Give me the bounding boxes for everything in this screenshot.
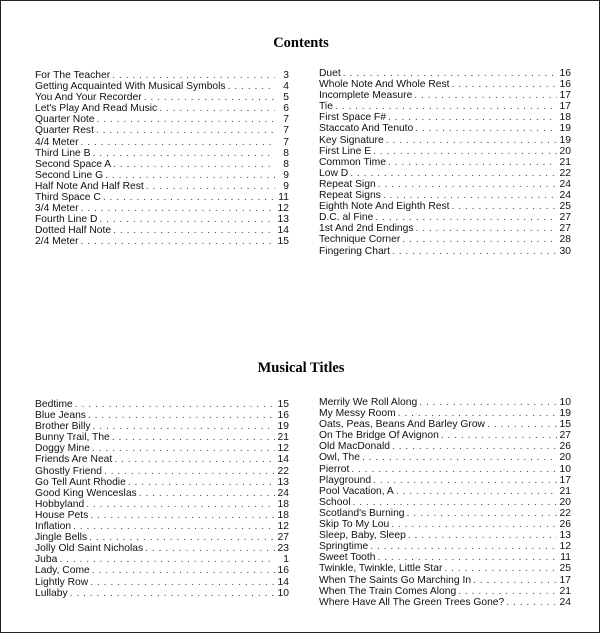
dot-leader bbox=[90, 510, 275, 521]
entry-title: Second Line G bbox=[35, 169, 104, 181]
dot-leader bbox=[92, 443, 275, 454]
entry-title: Owl, The bbox=[319, 452, 361, 464]
toc-entry bbox=[319, 190, 571, 201]
entry-page-number: 10 bbox=[559, 463, 571, 475]
entry-page-number: 15 bbox=[277, 236, 289, 248]
toc-entry bbox=[319, 223, 571, 234]
dot-leader bbox=[396, 486, 557, 497]
entry-title: For The Teacher bbox=[35, 70, 111, 81]
entry-page-number: 24 bbox=[559, 596, 571, 608]
dot-leader bbox=[104, 466, 275, 477]
dot-leader bbox=[373, 475, 557, 486]
entry-page-number: 28 bbox=[559, 234, 571, 246]
entry-title: Third Line B bbox=[35, 147, 91, 159]
entry-page-number: 3 bbox=[283, 70, 289, 81]
entry-page-number: 22 bbox=[277, 465, 289, 477]
dot-leader bbox=[81, 203, 276, 214]
entry-title: Technique Corner bbox=[319, 234, 401, 246]
entry-title: Repeat Signs bbox=[319, 190, 381, 202]
entry-page-number: 5 bbox=[283, 92, 289, 104]
toc-entry bbox=[35, 92, 289, 103]
dot-leader bbox=[81, 137, 276, 148]
entry-title: Juba bbox=[35, 554, 58, 566]
toc-entry bbox=[35, 521, 289, 532]
toc-entry bbox=[319, 101, 571, 112]
toc-entry bbox=[319, 530, 571, 541]
entry-page-number: 7 bbox=[283, 125, 289, 137]
dot-leader bbox=[89, 532, 275, 543]
dot-leader bbox=[388, 112, 557, 123]
entry-title: 2/4 Meter bbox=[35, 236, 79, 248]
entry-title: Pool Vacation, A bbox=[319, 485, 394, 497]
musical-titles-heading: Musical Titles bbox=[257, 360, 345, 376]
entry-title: Jolly Old Saint Nicholas bbox=[35, 543, 144, 555]
toc-entry bbox=[319, 68, 571, 79]
dot-leader bbox=[378, 179, 557, 190]
entry-title: 3/4 Meter bbox=[35, 203, 79, 215]
entry-title: Duet bbox=[319, 68, 341, 79]
dot-leader bbox=[59, 554, 275, 565]
entry-title: Doggy Mine bbox=[35, 443, 90, 455]
entry-page-number: 12 bbox=[559, 541, 571, 553]
toc-entry bbox=[35, 532, 289, 543]
toc-entry bbox=[319, 201, 571, 212]
toc-entry bbox=[319, 79, 571, 90]
entry-page-number: 11 bbox=[560, 552, 571, 564]
entry-title: Hobbyland bbox=[35, 498, 85, 510]
entry-page-number: 27 bbox=[559, 212, 571, 224]
entry-title: School bbox=[319, 496, 351, 508]
dot-leader bbox=[444, 563, 557, 574]
dot-leader bbox=[86, 499, 275, 510]
toc-entry bbox=[35, 203, 289, 214]
entry-page-number: 17 bbox=[559, 90, 571, 102]
entry-page-number: 14 bbox=[277, 576, 289, 588]
entry-title: D.C. al Fine bbox=[319, 212, 374, 224]
entry-title: Go Tell Aunt Rhodie bbox=[35, 476, 126, 488]
entry-page-number: 20 bbox=[559, 496, 571, 508]
entry-title: Let's Play And Read Music bbox=[35, 103, 158, 115]
toc-entry bbox=[35, 236, 289, 247]
entry-page-number: 26 bbox=[559, 441, 571, 453]
toc-entry bbox=[319, 452, 571, 463]
entry-page-number: 9 bbox=[283, 180, 289, 192]
toc-entry bbox=[35, 181, 289, 192]
entry-page-number: 16 bbox=[277, 565, 289, 577]
entry-title: Blue Jeans bbox=[35, 410, 86, 422]
toc-entry bbox=[319, 552, 571, 563]
dot-leader bbox=[113, 225, 275, 236]
entry-title: When The Saints Go Marching In bbox=[319, 574, 472, 586]
dot-leader bbox=[81, 236, 276, 247]
entry-page-number: 19 bbox=[559, 134, 571, 146]
toc-entry bbox=[319, 430, 571, 441]
entry-title: Fingering Chart bbox=[319, 245, 390, 257]
entry-title: Half Note And Half Rest bbox=[35, 180, 144, 192]
dot-leader bbox=[407, 508, 557, 519]
entry-page-number: 22 bbox=[559, 167, 571, 179]
dot-leader bbox=[373, 146, 557, 157]
dot-leader bbox=[458, 586, 557, 597]
entry-title: 4/4 Meter bbox=[35, 136, 79, 148]
toc-entry bbox=[319, 246, 571, 257]
dot-leader bbox=[90, 577, 275, 588]
toc-entry bbox=[319, 597, 571, 608]
toc-entry bbox=[319, 519, 571, 530]
toc-entry bbox=[319, 497, 571, 508]
entry-title: Whole Note And Whole Rest bbox=[319, 79, 450, 91]
entry-title: When The Train Comes Along bbox=[319, 585, 457, 597]
toc-entry bbox=[319, 586, 571, 597]
dot-leader bbox=[419, 397, 557, 408]
entry-title: Inflation bbox=[35, 521, 72, 533]
entry-title: Jingle Bells bbox=[35, 532, 88, 544]
entry-title: Third Space C bbox=[35, 192, 101, 204]
dot-leader bbox=[414, 90, 557, 101]
dot-leader bbox=[352, 497, 557, 508]
entry-title: Lightly Row bbox=[35, 576, 89, 588]
entry-title: Oats, Peas, Beans And Barley Grow bbox=[319, 419, 485, 431]
dot-leader bbox=[99, 214, 275, 225]
toc-entry bbox=[319, 146, 571, 157]
entry-page-number: 24 bbox=[559, 190, 571, 202]
entry-page-number: 19 bbox=[559, 123, 571, 135]
entry-title: Sweet Tooth bbox=[319, 552, 376, 564]
toc-entry bbox=[319, 135, 571, 146]
dot-leader bbox=[92, 565, 275, 576]
dot-leader bbox=[97, 114, 275, 125]
entry-page-number: 12 bbox=[277, 521, 289, 533]
toc-entry bbox=[319, 123, 571, 134]
entry-page-number: 8 bbox=[283, 147, 289, 159]
toc-entry bbox=[319, 397, 571, 408]
entry-page-number: 21 bbox=[559, 585, 571, 597]
entry-page-number: 24 bbox=[277, 487, 289, 499]
toc-entry bbox=[35, 510, 289, 521]
toc-entry bbox=[35, 81, 289, 92]
toc-entry bbox=[35, 499, 289, 510]
dot-leader bbox=[105, 170, 275, 181]
toc-entry bbox=[35, 454, 289, 465]
entry-title: Springtime bbox=[319, 541, 369, 553]
entry-page-number: 16 bbox=[277, 410, 289, 422]
entry-page-number: 27 bbox=[559, 430, 571, 442]
toc-entry bbox=[319, 486, 571, 497]
entry-page-number: 13 bbox=[277, 214, 289, 226]
contents-right-column bbox=[319, 68, 571, 257]
toc-entry bbox=[319, 179, 571, 190]
toc-entry bbox=[35, 159, 289, 170]
entry-title: Tie bbox=[319, 101, 333, 113]
entry-title: Incomplete Measure bbox=[319, 90, 413, 102]
contents-heading: Contents bbox=[273, 35, 329, 51]
entry-title: Bedtime bbox=[35, 399, 73, 410]
toc-entry bbox=[35, 225, 289, 236]
dot-leader bbox=[375, 212, 557, 223]
dot-leader bbox=[114, 454, 275, 465]
dot-leader bbox=[370, 541, 557, 552]
entry-page-number: 13 bbox=[559, 530, 571, 542]
toc-entry bbox=[35, 554, 289, 565]
titles-left-column bbox=[35, 399, 289, 599]
dot-leader bbox=[144, 92, 275, 103]
dot-leader bbox=[75, 399, 275, 410]
entry-page-number: 27 bbox=[277, 532, 289, 544]
entry-title: Quarter Note bbox=[35, 114, 95, 126]
entry-page-number: 19 bbox=[559, 408, 571, 420]
entry-page-number: 17 bbox=[559, 101, 571, 113]
dot-leader bbox=[392, 441, 557, 452]
dot-leader bbox=[391, 519, 557, 530]
entry-page-number: 27 bbox=[559, 223, 571, 235]
dot-leader bbox=[415, 223, 557, 234]
entry-page-number: 18 bbox=[559, 112, 571, 124]
toc-entry bbox=[35, 103, 289, 114]
dot-leader bbox=[487, 419, 557, 430]
toc-entry bbox=[35, 170, 289, 181]
toc-entry bbox=[35, 488, 289, 499]
entry-page-number: 20 bbox=[559, 452, 571, 464]
toc-entry bbox=[319, 90, 571, 101]
dot-leader bbox=[408, 530, 557, 541]
entry-page-number: 15 bbox=[559, 419, 571, 431]
dot-leader bbox=[402, 234, 557, 245]
dot-leader bbox=[351, 464, 557, 475]
toc-entry bbox=[319, 408, 571, 419]
entry-title: Dotted Half Note bbox=[35, 225, 112, 237]
dot-leader bbox=[228, 81, 275, 92]
toc-entry bbox=[319, 475, 571, 486]
dot-leader bbox=[146, 181, 275, 192]
dot-leader bbox=[70, 588, 275, 599]
dot-leader bbox=[145, 543, 275, 554]
entry-title: Pierrot bbox=[319, 463, 350, 475]
toc-entry bbox=[35, 114, 289, 125]
entry-title: First Line E bbox=[319, 145, 372, 157]
dot-leader bbox=[93, 148, 275, 159]
dot-leader bbox=[452, 201, 557, 212]
entry-title: Second Space A bbox=[35, 158, 112, 170]
entry-page-number: 18 bbox=[277, 498, 289, 510]
entry-page-number: 12 bbox=[277, 443, 289, 455]
entry-title: Ghostly Friend bbox=[35, 465, 102, 477]
entry-title: Fourth Line D bbox=[35, 214, 98, 226]
entry-title: First Space F# bbox=[319, 112, 386, 124]
toc-entry bbox=[319, 112, 571, 123]
dot-leader bbox=[362, 452, 557, 463]
entry-title: Playground bbox=[319, 474, 372, 486]
entry-page-number: 7 bbox=[283, 114, 289, 126]
toc-entry bbox=[35, 410, 289, 421]
toc-entry bbox=[35, 565, 289, 576]
toc-entry bbox=[319, 234, 571, 245]
entry-page-number: 18 bbox=[277, 509, 289, 521]
entry-page-number: 16 bbox=[559, 68, 571, 79]
entry-page-number: 10 bbox=[277, 587, 289, 599]
toc-entry bbox=[35, 477, 289, 488]
dot-leader bbox=[139, 488, 275, 499]
dot-leader bbox=[386, 135, 557, 146]
entry-page-number: 7 bbox=[283, 136, 289, 148]
toc-entry bbox=[319, 508, 571, 519]
toc-entry bbox=[319, 212, 571, 223]
entry-title: Where Have All The Green Trees Gone? bbox=[319, 596, 505, 608]
dot-leader bbox=[96, 125, 275, 136]
toc-entry bbox=[35, 588, 289, 599]
entry-title: Getting Acquainted With Musical Symbols bbox=[35, 81, 226, 93]
entry-title: Merrily We Roll Along bbox=[319, 397, 418, 408]
toc-entry bbox=[319, 168, 571, 179]
dot-leader bbox=[159, 103, 275, 114]
toc-entry bbox=[35, 137, 289, 148]
dot-leader bbox=[73, 521, 275, 532]
entry-title: Low D bbox=[319, 167, 349, 179]
dot-leader bbox=[112, 70, 275, 81]
entry-title: Good King Wenceslas bbox=[35, 487, 137, 499]
toc-entry bbox=[319, 464, 571, 475]
entry-title: Scotland's Burning bbox=[319, 507, 405, 519]
entry-page-number: 6 bbox=[283, 103, 289, 115]
entry-title: Skip To My Lou bbox=[319, 519, 390, 531]
toc-entry bbox=[35, 421, 289, 432]
toc-entry bbox=[35, 214, 289, 225]
entry-page-number: 14 bbox=[277, 454, 289, 466]
toc-entry bbox=[35, 577, 289, 588]
entry-title: Brother Billy bbox=[35, 421, 91, 433]
dot-leader bbox=[128, 477, 275, 488]
dot-leader bbox=[383, 190, 557, 201]
entry-page-number: 13 bbox=[277, 476, 289, 488]
toc-entry bbox=[35, 70, 289, 81]
entry-page-number: 19 bbox=[277, 421, 289, 433]
dot-leader bbox=[113, 159, 275, 170]
toc-entry bbox=[319, 541, 571, 552]
entry-title: House Pets bbox=[35, 509, 89, 521]
toc-entry bbox=[35, 148, 289, 159]
entry-title: Common Time bbox=[319, 156, 386, 168]
dot-leader bbox=[93, 421, 275, 432]
entry-page-number: 30 bbox=[559, 245, 571, 257]
entry-title: 1st And 2nd Endings bbox=[319, 223, 414, 235]
entry-title: Friends Are Neat bbox=[35, 454, 113, 466]
entry-title: Bunny Trail, The bbox=[35, 432, 110, 444]
contents-left-column bbox=[35, 70, 289, 248]
entry-page-number: 15 bbox=[277, 399, 289, 410]
entry-title: Eighth Note And Eighth Rest bbox=[319, 201, 450, 213]
entry-page-number: 20 bbox=[559, 145, 571, 157]
dot-leader bbox=[88, 410, 275, 421]
dot-leader bbox=[112, 432, 275, 443]
entry-page-number: 21 bbox=[277, 432, 289, 444]
toc-entry bbox=[35, 466, 289, 477]
entry-page-number: 16 bbox=[559, 79, 571, 91]
toc-entry bbox=[35, 399, 289, 410]
toc-entry bbox=[319, 575, 571, 586]
toc-entry bbox=[319, 563, 571, 574]
entry-title: My Messy Room bbox=[319, 408, 396, 420]
entry-title: Key Signature bbox=[319, 134, 384, 146]
titles-right-column bbox=[319, 397, 571, 608]
entry-page-number: 14 bbox=[277, 225, 289, 237]
entry-title: Quarter Rest bbox=[35, 125, 94, 137]
dot-leader bbox=[103, 192, 275, 203]
entry-page-number: 11 bbox=[278, 192, 289, 204]
entry-title: Lullaby bbox=[35, 587, 68, 599]
entry-page-number: 25 bbox=[559, 563, 571, 575]
entry-page-number: 24 bbox=[559, 178, 571, 190]
entry-page-number: 21 bbox=[559, 485, 571, 497]
dot-leader bbox=[377, 552, 557, 563]
dot-leader bbox=[388, 157, 557, 168]
dot-leader bbox=[392, 246, 557, 257]
entry-page-number: 23 bbox=[277, 543, 289, 555]
dot-leader bbox=[335, 101, 557, 112]
entry-page-number: 8 bbox=[283, 158, 289, 170]
toc-entry bbox=[319, 441, 571, 452]
dot-leader bbox=[350, 168, 557, 179]
entry-page-number: 1 bbox=[283, 554, 289, 566]
entry-page-number: 17 bbox=[559, 474, 571, 486]
entry-title: Twinkle, Twinkle, Little Star bbox=[319, 563, 443, 575]
entry-page-number: 9 bbox=[283, 169, 289, 181]
entry-page-number: 25 bbox=[559, 201, 571, 213]
dot-leader bbox=[398, 408, 557, 419]
toc-entry bbox=[35, 443, 289, 454]
dot-leader bbox=[415, 123, 557, 134]
entry-title: You And Your Recorder bbox=[35, 92, 142, 104]
entry-title: On The Bridge Of Avignon bbox=[319, 430, 439, 442]
entry-page-number: 21 bbox=[559, 156, 571, 168]
entry-title: Repeat Sign bbox=[319, 178, 376, 190]
entry-title: Old MacDonald bbox=[319, 441, 390, 453]
toc-entry bbox=[35, 192, 289, 203]
entry-page-number: 4 bbox=[283, 81, 289, 93]
dot-leader bbox=[473, 575, 557, 586]
toc-entry bbox=[319, 157, 571, 168]
toc-entry bbox=[319, 419, 571, 430]
entry-page-number: 10 bbox=[559, 397, 571, 408]
toc-entry bbox=[35, 432, 289, 443]
entry-title: Sleep, Baby, Sleep bbox=[319, 530, 406, 542]
entry-title: Lady, Come bbox=[35, 565, 90, 577]
entry-title: Staccato And Tenuto bbox=[319, 123, 414, 135]
dot-leader bbox=[452, 79, 558, 90]
entry-page-number: 26 bbox=[559, 519, 571, 531]
dot-leader bbox=[441, 430, 557, 441]
dot-leader bbox=[343, 68, 557, 79]
dot-leader bbox=[506, 597, 557, 608]
entry-page-number: 22 bbox=[559, 507, 571, 519]
toc-entry bbox=[35, 125, 289, 136]
entry-page-number: 12 bbox=[277, 203, 289, 215]
toc-entry bbox=[35, 543, 289, 554]
entry-page-number: 17 bbox=[559, 574, 571, 586]
